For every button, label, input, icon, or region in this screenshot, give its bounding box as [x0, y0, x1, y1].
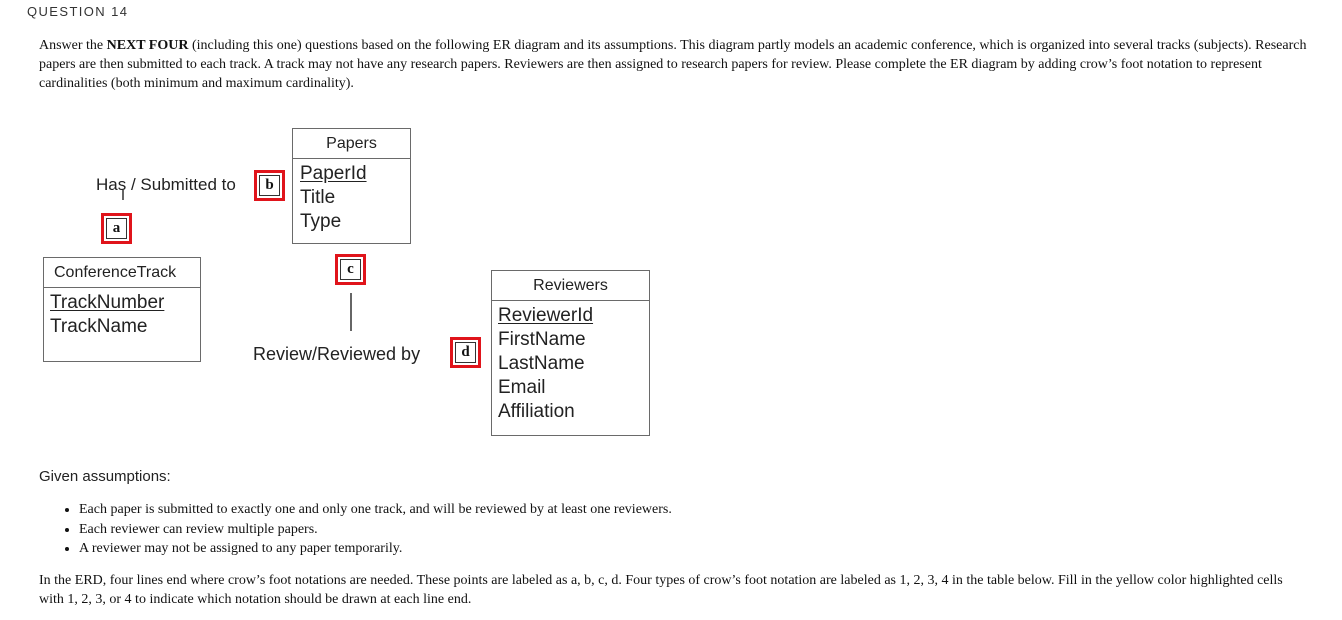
- intro-pre: Answer the: [39, 38, 107, 53]
- reviewers-entity: [491, 270, 650, 436]
- papers-attr-title: Title: [300, 187, 336, 208]
- assumption-item: • A reviewer may not be assigned to any paper temporarily.: [79, 539, 672, 559]
- track-attr-name: TrackName: [50, 316, 148, 337]
- intro-bold: NEXT FOUR: [106, 38, 189, 53]
- track-title: ConferenceTrack: [44, 258, 200, 288]
- marker-c: [335, 254, 366, 285]
- reviewers-attr-affiliation: Affiliation: [498, 401, 575, 422]
- reviewers-attr-firstname: FirstName: [498, 329, 586, 350]
- marker-d-label: d: [455, 342, 476, 363]
- assumptions-list: [62, 500, 672, 559]
- question-header: QUESTION 14: [27, 4, 129, 19]
- conference-track-entity: [43, 257, 201, 362]
- papers-attr-type: Type: [300, 211, 342, 232]
- marker-a-label: a: [106, 218, 127, 239]
- marker-a: [101, 213, 132, 244]
- marker-b: [254, 170, 285, 201]
- marker-c-label: c: [340, 259, 361, 280]
- papers-attributes: [293, 159, 410, 234]
- marker-d: [450, 337, 481, 368]
- assumptions-title: Given assumptions:: [39, 468, 171, 485]
- reviewers-attributes: [492, 301, 649, 424]
- has-relationship-label: Has / Submitted to: [96, 175, 236, 194]
- track-pk: TrackNumber: [50, 292, 165, 313]
- reviewers-pk: ReviewerId: [498, 305, 594, 326]
- assumption-item: • Each paper is submitted to exactly one and only one track, and will be reviewed by at least one reviewers.: [79, 500, 672, 520]
- papers-entity: [292, 128, 411, 244]
- reviewers-attr-email: Email: [498, 377, 546, 398]
- papers-pk: PaperId: [300, 163, 367, 184]
- instructions-paragraph: In the ERD, four lines end where crow’s foot notations are needed. These points are labeled as a, b, c, d. Four types of crow’s foot notation are labeled as 1, 2, 3, 4 in the table below. Fill in the yellow color highlighted cells with 1, 2, 3, or 4 to indicate which notation should be drawn at each line end.: [39, 573, 1283, 607]
- track-attributes: [44, 288, 200, 339]
- marker-b-label: b: [259, 175, 280, 196]
- intro-post: (including this one) questions based on the following ER diagram and its assumptions. This diagram partly models an academic conference, which is organized into several tracks (subjects). Research papers are then submitted to each track. A track may not have any research papers. Reviewers are then assigned to research papers for review. Please complete the ER diagram by adding crow’s foot notation to represent cardinalities (both minimum and maximum cardinality).: [39, 38, 1307, 91]
- papers-title: Papers: [293, 129, 410, 159]
- reviewers-attr-lastname: LastName: [498, 353, 585, 374]
- review-relationship-label: Review/Reviewed by: [253, 344, 421, 364]
- reviewers-title: Reviewers: [492, 271, 649, 301]
- assumption-item: • Each reviewer can review multiple papers.: [79, 520, 672, 540]
